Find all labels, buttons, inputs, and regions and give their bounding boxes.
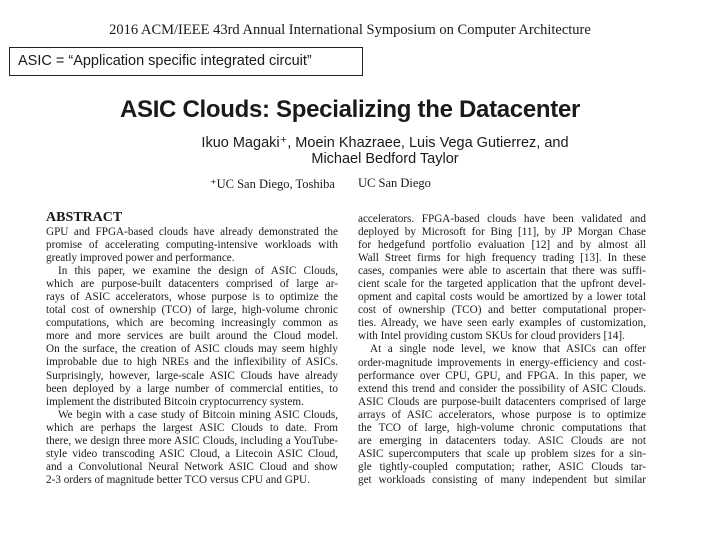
conference-header: 2016 ACM/IEEE 43rd Annual International Symposium on Computer Architecture bbox=[109, 22, 591, 38]
text-line: are emerging in datacenters today. ASIC Clouds are not bbox=[358, 434, 646, 447]
affiliation-ucsd-toshiba: ⁺UC San Diego, Toshiba bbox=[210, 177, 335, 191]
text-line: 2-3 orders of magnitude better TCO versus CPU and GPU. bbox=[46, 473, 310, 486]
text-line: opment and capital costs would be amortized by a lower total bbox=[358, 291, 646, 304]
text-line: cost of ownership (TCO) and better computational proper- bbox=[358, 304, 646, 317]
text-line: greatly improved power and performance. bbox=[46, 252, 235, 265]
text-line: more and more services are built around the Cloud model. bbox=[46, 330, 338, 343]
text-line: and a Convolutional Neural Network ASIC Cloud and show bbox=[46, 460, 338, 473]
text-line: been deployed by a large number of commercial entities, to bbox=[46, 382, 338, 395]
text-line: which are purpose-built datacenters comprised of large ar- bbox=[46, 278, 338, 291]
text-line: GPU and FPGA-based clouds have already demonstrated the bbox=[46, 226, 338, 238]
text-line: with Intel providing custom SKUs for cloud providers [14]. bbox=[358, 330, 625, 343]
text-line: implement the distributed Bitcoin cryptocurrency system. bbox=[46, 395, 304, 408]
text-line: improbable due to high NREs and the inflexibility of ASICs. bbox=[46, 356, 338, 369]
text-line: order-magnitude improvements in energy-efficiency and cost- bbox=[358, 356, 646, 369]
text-line: arrays of ASIC accelerators, whose purpose is to optimize bbox=[358, 408, 646, 421]
text-line: which are perhaps the largest ASIC Clouds to date. From bbox=[46, 421, 338, 434]
body-right-column bbox=[358, 213, 646, 487]
text-line: In this paper, we examine the design of ASIC Clouds, bbox=[58, 265, 338, 278]
affiliation-ucsd: UC San Diego bbox=[358, 176, 431, 190]
text-line: for hedgefund portfolio evaluation [12] and by almost all bbox=[358, 239, 646, 252]
author-line: Michael Bedford Taylor bbox=[311, 151, 459, 167]
text-line: We begin with a case study of Bitcoin mining ASIC Clouds, bbox=[58, 408, 338, 421]
asic-definition-callout: ASIC = “Application specific integrated circuit” bbox=[9, 47, 363, 76]
text-line: accelerators. FPGA-based clouds have been validated and bbox=[358, 213, 646, 225]
text-line: there, we design three more ASIC Clouds, including a YouTube- bbox=[46, 434, 338, 447]
text-line: performance over CPU, GPU, and FPGA. In this paper, we bbox=[358, 369, 646, 382]
text-line: the TCO of large, high-volume chronic computations that bbox=[358, 421, 646, 434]
author-line: Ikuo Magaki⁺, Moein Khazraee, Luis Vega Gutierrez, and bbox=[201, 135, 569, 151]
text-line: ASIC supercomputers that scale up problem sizes for a sin- bbox=[358, 447, 646, 460]
paper-title: ASIC Clouds: Specializing the Datacenter bbox=[119, 96, 581, 123]
text-line: On the surface, the creation of ASIC clouds may seem highly bbox=[46, 343, 338, 356]
text-line: total cost of ownership (TCO) of large, high-volume chronic bbox=[46, 304, 338, 317]
text-line: Surprisingly, however, large-scale ASIC Clouds have already bbox=[46, 369, 338, 382]
abstract-left-column bbox=[46, 226, 338, 487]
text-line: extend this trend and consider the possibility of ASIC Clouds. bbox=[358, 382, 646, 395]
text-line: computations, which are becoming increasingly common as bbox=[46, 317, 338, 330]
affiliations bbox=[210, 176, 470, 192]
text-line: ties. Already, we have seen early examples of customization, bbox=[358, 317, 646, 330]
text-line: cases, companies were able to ascertain that there was suffi- bbox=[358, 265, 646, 278]
text-line: style video transcoding ASIC Cloud, a Litecoin ASIC Cloud, bbox=[46, 447, 338, 460]
text-line: get workloads consisting of many independent but similar bbox=[358, 473, 646, 486]
text-line: Wall Street firms for high frequency trading [13]. In these bbox=[358, 252, 646, 265]
text-line: deployed by Microsoft for Bing [11], by JP Morgan Chase bbox=[358, 226, 646, 239]
abstract-heading: ABSTRACT bbox=[46, 210, 123, 225]
text-line: ASIC Clouds are purpose-built datacenters comprised of large bbox=[358, 395, 646, 408]
text-line: At a single node level, we know that ASICs can offer bbox=[370, 343, 646, 356]
text-line: gle tightly-coupled computation; rather, ASIC Clouds tar- bbox=[358, 460, 646, 473]
text-line: rays of ASIC accelerators, whose purpose is to optimize the bbox=[46, 291, 338, 304]
text-line: cient scale for the targeted application that the upfront devel- bbox=[358, 278, 646, 291]
text-line: promise of accelerating computing-intensive workloads with bbox=[46, 239, 338, 252]
author-list bbox=[155, 135, 615, 167]
